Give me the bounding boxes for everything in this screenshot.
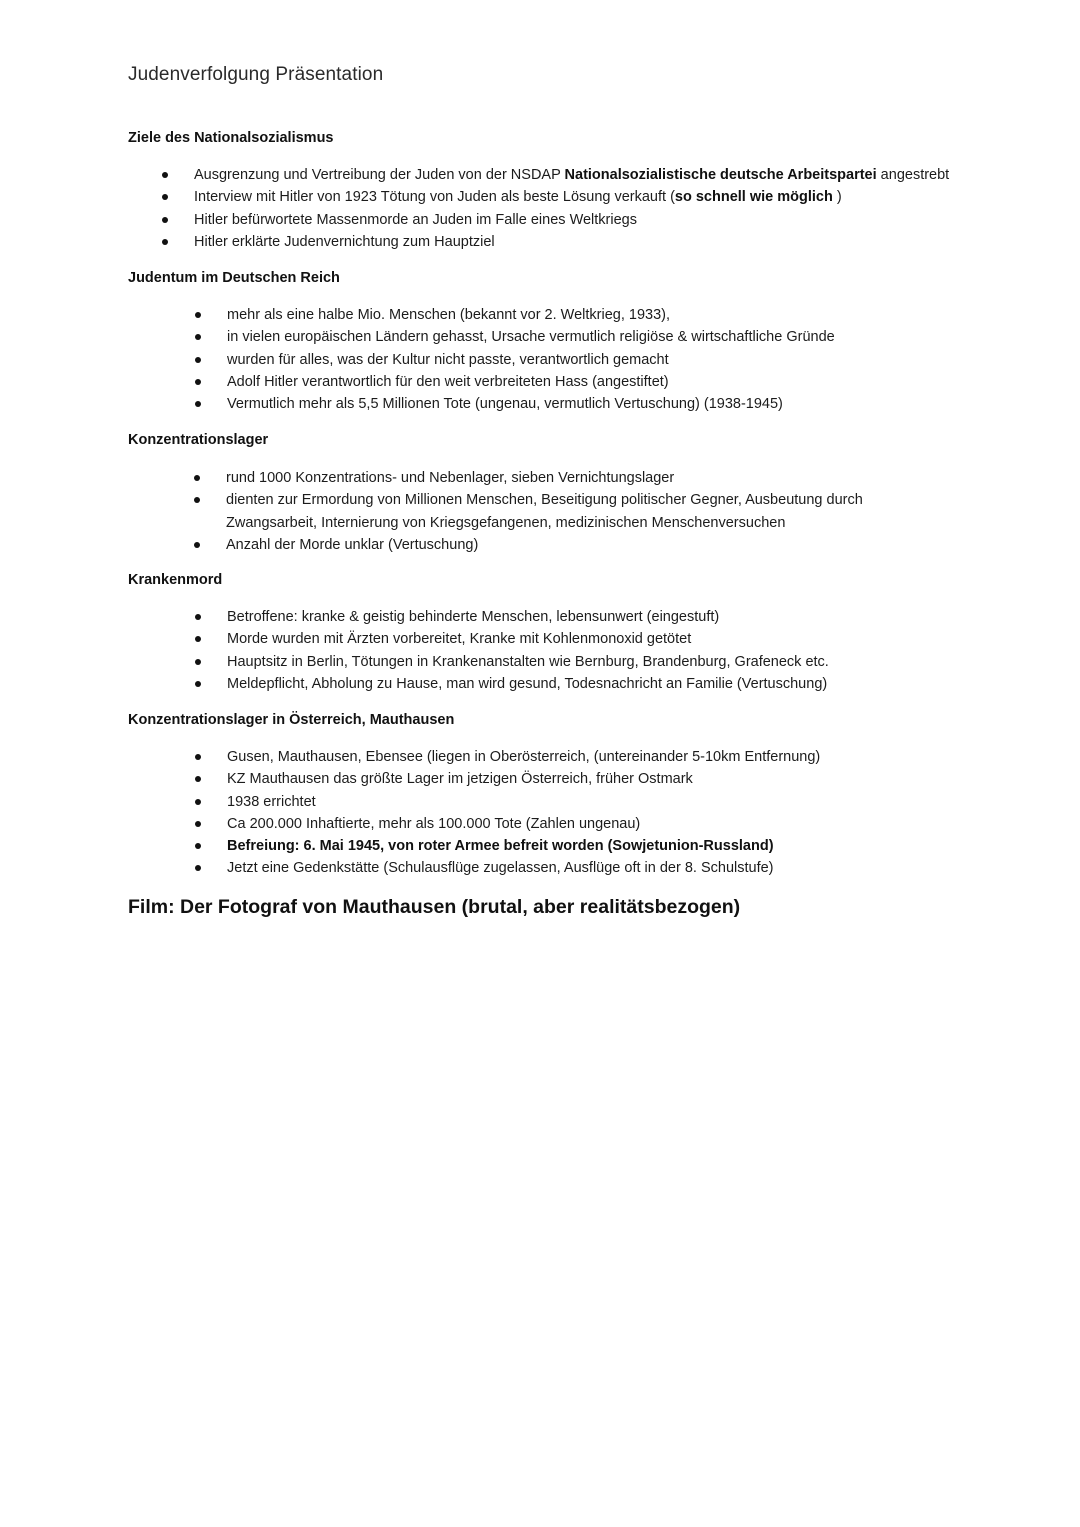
list-item: in vielen europäischen Ländern gehasst, Ursache vermutlich religiöse & wirtschaftliche Gründe	[196, 326, 1036, 348]
list-item: Hauptsitz in Berlin, Tötungen in Krankenanstalten wie Bernburg, Brandenburg, Grafeneck etc.	[196, 651, 1036, 673]
list-item: Gusen, Mauthausen, Ebensee (liegen in Oberösterreich, (untereinander 5-10km Entfernung)	[196, 746, 1036, 768]
section-heading-krankenmord: Krankenmord	[128, 572, 223, 588]
document-title: Judenverfolgung Präsentation	[128, 64, 384, 85]
film-recommendation: Film: Der Fotograf von Mauthausen (brutal, aber realitätsbezogen)	[128, 896, 741, 918]
section-heading-ziele: Ziele des Nationalsozialismus	[128, 130, 334, 146]
list-item: rund 1000 Konzentrations- und Nebenlager, sieben Vernichtungslager	[195, 467, 915, 489]
bullet-list-krankenmord	[196, 606, 1036, 695]
section-heading-mauthausen: Konzentrationslager in Österreich, Mauthausen	[128, 712, 455, 728]
section-heading-konzentrationslager: Konzentrationslager	[128, 432, 269, 448]
list-item: Interview mit Hitler von 1923 Tötung von Juden als beste Lösung verkauft (so schnell wie möglich )	[162, 186, 1042, 208]
list-item: mehr als eine halbe Mio. Menschen (bekannt vor 2. Weltkrieg, 1933),	[196, 304, 1036, 326]
bullet-list-ziele	[162, 164, 1042, 253]
list-item: Befreiung: 6. Mai 1945, von roter Armee befreit worden (Sowjetunion-Russland)	[196, 835, 1036, 857]
list-item: Ausgrenzung und Vertreibung der Juden von der NSDAP Nationalsozialistische deutsche Arbeitspartei angestrebt	[162, 164, 1042, 186]
list-item: Hitler erklärte Judenvernichtung zum Hauptziel	[162, 231, 1042, 253]
section-heading-judentum: Judentum im Deutschen Reich	[128, 270, 340, 286]
list-item: Morde wurden mit Ärzten vorbereitet, Kranke mit Kohlenmonoxid getötet	[196, 628, 1036, 650]
list-item: Anzahl der Morde unklar (Vertuschung)	[195, 534, 915, 556]
bullet-list-konzentrationslager	[195, 467, 915, 556]
list-item: KZ Mauthausen das größte Lager im jetzigen Österreich, früher Ostmark	[196, 768, 1036, 790]
bullet-list-judentum	[196, 304, 1036, 415]
list-item: Meldepflicht, Abholung zu Hause, man wird gesund, Todesnachricht an Familie (Vertuschung)	[196, 673, 1036, 695]
list-item: Jetzt eine Gedenkstätte (Schulausflüge zugelassen, Ausflüge oft in der 8. Schulstufe)	[196, 857, 1036, 879]
list-item: Adolf Hitler verantwortlich für den weit verbreiteten Hass (angestiftet)	[196, 371, 1036, 393]
list-item: Hitler befürwortete Massenmorde an Juden im Falle eines Weltkriegs	[162, 209, 1042, 231]
list-item: dienten zur Ermordung von Millionen Menschen, Beseitigung politischer Gegner, Ausbeutung durch Zwangsarbeit, Internierung von Kriegsgefangenen, medizinischen Menschenversuchen	[195, 489, 915, 534]
list-item: 1938 errichtet	[196, 791, 1036, 813]
list-item: wurden für alles, was der Kultur nicht passte, verantwortlich gemacht	[196, 349, 1036, 371]
list-item: Ca 200.000 Inhaftierte, mehr als 100.000 Tote (Zahlen ungenau)	[196, 813, 1036, 835]
bullet-list-mauthausen	[196, 746, 1036, 880]
list-item: Vermutlich mehr als 5,5 Millionen Tote (ungenau, vermutlich Vertuschung) (1938-1945)	[196, 393, 1036, 415]
list-item: Betroffene: kranke & geistig behinderte Menschen, lebensunwert (eingestuft)	[196, 606, 1036, 628]
